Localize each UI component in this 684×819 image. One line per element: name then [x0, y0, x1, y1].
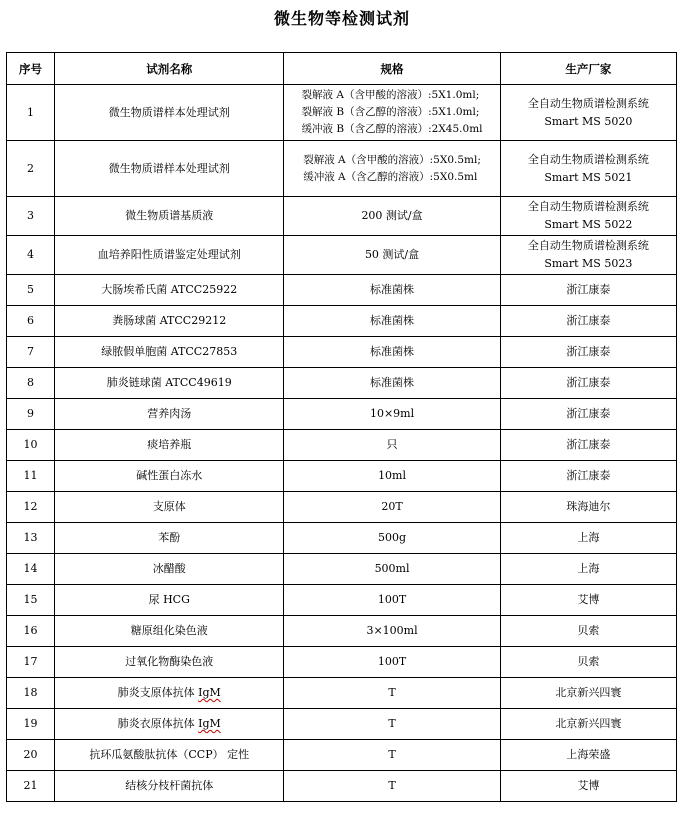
cell-no: 12 — [7, 492, 55, 523]
cell-no: 15 — [7, 585, 55, 616]
name-text: 肺炎衣原体抗体 — [117, 717, 199, 730]
cell-manufacturer: 上海 — [500, 554, 676, 585]
cell-spec: 标准菌株 — [284, 337, 500, 368]
cell-manufacturer: 贝索 — [500, 616, 676, 647]
header-spec: 规格 — [284, 53, 500, 85]
cell-no: 21 — [7, 771, 55, 802]
table-row — [7, 461, 677, 492]
name-text: 肺炎支原体抗体 — [117, 686, 199, 699]
cell-manufacturer: 上海荣盛 — [500, 740, 676, 771]
cell-no: 19 — [7, 709, 55, 740]
cell-name: 微生物质谱样本处理试剂 — [55, 85, 284, 141]
cell-spec: 标准菌株 — [284, 368, 500, 399]
cell-spec: T — [284, 678, 500, 709]
cell-spec: 3×100ml — [284, 616, 500, 647]
table-row — [7, 197, 677, 236]
table-row — [7, 236, 677, 275]
cell-spec: 50 测试/盒 — [284, 236, 500, 275]
cell-manufacturer: 北京新兴四寰 — [500, 709, 676, 740]
cell-name: 粪肠球菌 ATCC29212 — [55, 306, 284, 337]
cell-name: 微生物质谱样本处理试剂 — [55, 141, 284, 197]
cell-spec: 200 测试/盒 — [284, 197, 500, 236]
table-row — [7, 678, 677, 709]
table-row — [7, 771, 677, 802]
cell-name: 肺炎链球菌 ATCC49619 — [55, 368, 284, 399]
cell-manufacturer: 北京新兴四寰 — [500, 678, 676, 709]
manufacturer-text: 全自动生物质谱检测系统 Smart MS 5022 — [527, 200, 649, 231]
cell-manufacturer: 浙江康泰 — [500, 399, 676, 430]
cell-no: 20 — [7, 740, 55, 771]
cell-manufacturer: 浙江康泰 — [500, 337, 676, 368]
cell-name: 苯酚 — [55, 523, 284, 554]
cell-name: 血培养阳性质谱鉴定处理试剂 — [55, 236, 284, 275]
cell-no: 6 — [7, 306, 55, 337]
cell-manufacturer — [500, 141, 676, 197]
cell-name: 微生物质谱基质液 — [55, 197, 284, 236]
cell-no: 14 — [7, 554, 55, 585]
manufacturer-text: 全自动生物质谱检测系统 Smart MS 5020 — [527, 96, 649, 128]
table-row — [7, 430, 677, 461]
cell-spec: T — [284, 740, 500, 771]
page-title: 微生物等检测试剂 — [273, 9, 410, 28]
cell-manufacturer: 浙江康泰 — [500, 306, 676, 337]
table-row — [7, 399, 677, 430]
cell-no: 10 — [7, 430, 55, 461]
cell-no: 13 — [7, 523, 55, 554]
cell-manufacturer: 浙江康泰 — [500, 461, 676, 492]
cell-name: 绿脓假单胞菌 ATCC27853 — [55, 337, 284, 368]
reagent-table — [6, 52, 677, 802]
cell-spec: 只 — [284, 430, 500, 461]
spellcheck-marked-text: IgM — [198, 686, 221, 699]
cell-no: 11 — [7, 461, 55, 492]
manufacturer-text: 全自动生物质谱检测系统 Smart MS 5021 — [527, 152, 649, 184]
cell-manufacturer — [500, 236, 676, 275]
cell-name: 大肠埃希氏菌 ATCC25922 — [55, 275, 284, 306]
cell-name: 过氧化物酶染色液 — [55, 647, 284, 678]
cell-name: 营养肉汤 — [55, 399, 284, 430]
cell-manufacturer: 艾博 — [500, 771, 676, 802]
table-row — [7, 523, 677, 554]
cell-manufacturer: 艾博 — [500, 585, 676, 616]
table-row — [7, 337, 677, 368]
cell-manufacturer — [500, 197, 676, 236]
cell-spec: 标准菌株 — [284, 306, 500, 337]
cell-spec: 100T — [284, 647, 500, 678]
cell-spec: 100T — [284, 585, 500, 616]
cell-spec: 500ml — [284, 554, 500, 585]
table-row — [7, 306, 677, 337]
cell-spec: 20T — [284, 492, 500, 523]
cell-no: 5 — [7, 275, 55, 306]
cell-name: 结核分枝杆菌抗体 — [55, 771, 284, 802]
cell-name: 糖原组化染色液 — [55, 616, 284, 647]
cell-no: 16 — [7, 616, 55, 647]
table-row — [7, 585, 677, 616]
manufacturer-text: 全自动生物质谱检测系统 Smart MS 5023 — [527, 239, 649, 270]
cell-name: 支原体 — [55, 492, 284, 523]
cell-name: 尿 HCG — [55, 585, 284, 616]
table-row — [7, 554, 677, 585]
cell-spec: 500g — [284, 523, 500, 554]
table-row — [7, 141, 677, 197]
table-row — [7, 647, 677, 678]
cell-manufacturer: 贝索 — [500, 647, 676, 678]
table-row — [7, 740, 677, 771]
cell-spec: 10×9ml — [284, 399, 500, 430]
cell-manufacturer: 浙江康泰 — [500, 275, 676, 306]
table-row — [7, 275, 677, 306]
cell-spec: T — [284, 771, 500, 802]
header-no: 序号 — [7, 53, 55, 85]
table-row — [7, 492, 677, 523]
cell-no: 4 — [7, 236, 55, 275]
table-row — [7, 709, 677, 740]
cell-spec — [284, 141, 500, 197]
cell-name — [55, 709, 284, 740]
cell-name: 痰培养瓶 — [55, 430, 284, 461]
spec-text: 裂解液 A（含甲酸的溶液）:5X0.5ml; 缓冲液 A（含乙醇的溶液）:5X0.5ml — [303, 153, 481, 183]
cell-name: 碱性蛋白冻水 — [55, 461, 284, 492]
table-row — [7, 85, 677, 141]
cell-no: 17 — [7, 647, 55, 678]
header-manufacturer: 生产厂家 — [500, 53, 676, 85]
cell-no: 1 — [7, 85, 55, 141]
table-header-row — [7, 53, 677, 85]
cell-name: 抗环瓜氨酸肽抗体（CCP） 定性 — [55, 740, 284, 771]
cell-no: 8 — [7, 368, 55, 399]
cell-spec — [284, 85, 500, 141]
cell-no: 7 — [7, 337, 55, 368]
cell-no: 9 — [7, 399, 55, 430]
spec-text: 裂解液 A（含甲酸的溶液）:5X1.0ml; 裂解液 B（含乙醇的溶液）:5X1.0ml; 缓冲液 B（含乙醇的溶液）:2X45.0ml — [301, 89, 483, 135]
cell-manufacturer: 珠海迪尔 — [500, 492, 676, 523]
cell-name — [55, 678, 284, 709]
cell-no: 3 — [7, 197, 55, 236]
cell-no: 18 — [7, 678, 55, 709]
cell-no: 2 — [7, 141, 55, 197]
cell-manufacturer: 浙江康泰 — [500, 430, 676, 461]
cell-spec: T — [284, 709, 500, 740]
cell-name: 冰醋酸 — [55, 554, 284, 585]
table-row — [7, 368, 677, 399]
cell-manufacturer: 上海 — [500, 523, 676, 554]
spellcheck-marked-text: IgM — [198, 717, 221, 730]
cell-manufacturer — [500, 85, 676, 141]
cell-spec: 10ml — [284, 461, 500, 492]
table-row — [7, 616, 677, 647]
cell-manufacturer: 浙江康泰 — [500, 368, 676, 399]
header-name: 试剂名称 — [55, 53, 284, 85]
cell-spec: 标准菌株 — [284, 275, 500, 306]
